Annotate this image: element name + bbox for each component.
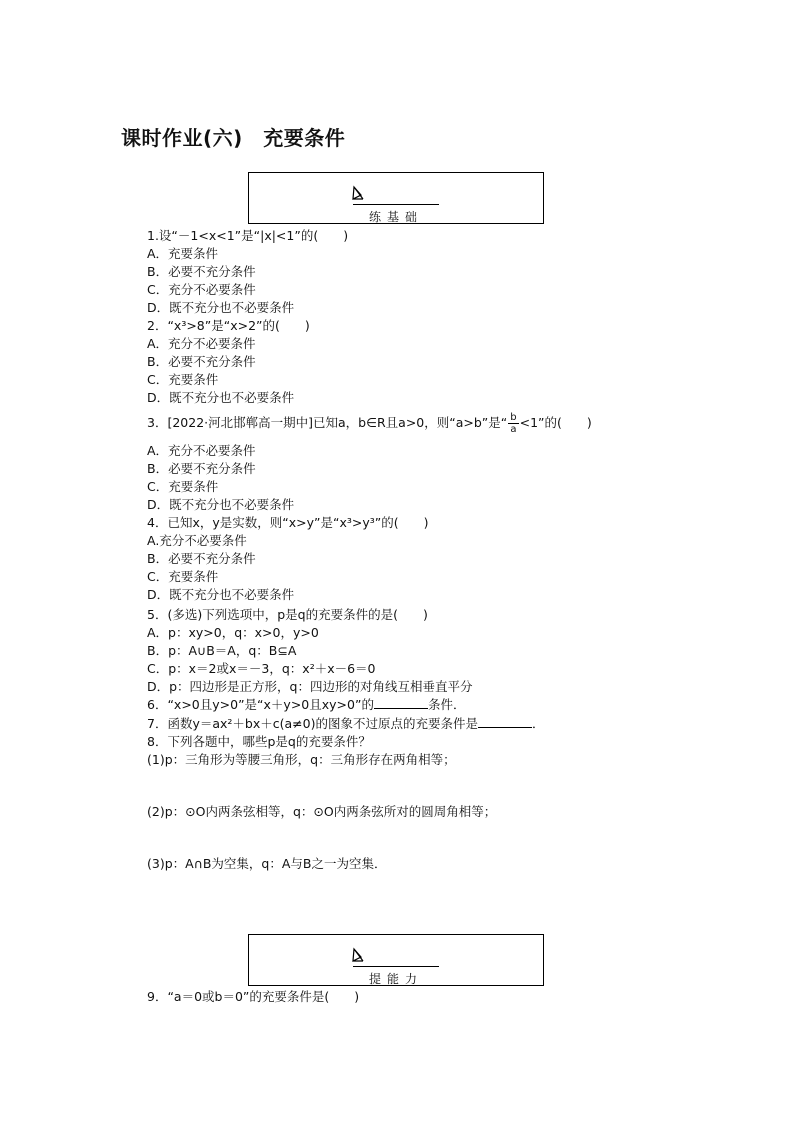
option-line: A．充要条件 [147, 246, 219, 261]
question-8-part-2: (2)p：⊙O内两条弦相等，q：⊙O内两条弦所对的圆周角相等； [147, 804, 497, 819]
section-banner-basic [248, 172, 544, 224]
option-line: C．p：x＝2或x＝－3，q：x²＋x－6＝0 [147, 661, 376, 676]
question-7 [147, 715, 544, 733]
page-title: 课时作业(六) 充要条件 [121, 126, 346, 150]
question-6 [147, 696, 465, 714]
option-line: C．充分不必要条件 [147, 282, 256, 297]
question-1: 1.设“－1<x<1”是“|x|<1”的( ) [147, 228, 349, 243]
banner-label: 练基础 [368, 210, 423, 224]
question-8-part-3: (3)p：A∩B为空集，q：A与B之一为空集． [147, 856, 387, 871]
fraction-numerator: b [510, 412, 517, 423]
pen-icon [351, 185, 365, 201]
option-line: A．p：xy>0，q：x>0，y>0 [147, 625, 319, 640]
option-line: B．p：A∪B＝A，q：B⊆A [147, 643, 297, 658]
question-8: 8．下列各题中，哪些p是q的充要条件？ [147, 734, 371, 749]
question-9: 9．“a＝0或b＝0”的充要条件是( ) [147, 989, 360, 1004]
option-line: B．必要不充分条件 [147, 354, 256, 369]
question-7-tail: ． [531, 716, 545, 731]
fraction-denominator: a [510, 424, 517, 435]
option-line: D．既不充分也不必要条件 [147, 390, 295, 405]
answer-blank[interactable] [374, 696, 428, 709]
question-5: 5．(多选)下列选项中，p是q的充要条件的是( ) [147, 607, 428, 622]
question-3-text-a: 3．[2022·河北邯郸高一期中]已知a，b∈R且a>0，则“a>b”是“ [147, 415, 508, 430]
option-line: A．充分不必要条件 [147, 443, 256, 458]
answer-blank[interactable] [478, 715, 532, 728]
option-line: A.充分不必要条件 [147, 533, 247, 548]
option-line: C．充要条件 [147, 479, 219, 494]
option-line: D．既不充分也不必要条件 [147, 300, 295, 315]
section-banner-advanced [248, 934, 544, 986]
banner-rule [353, 966, 439, 967]
question-6-tail: 条件． [427, 697, 466, 712]
option-line: B．必要不充分条件 [147, 551, 256, 566]
option-line: C．充要条件 [147, 372, 219, 387]
option-line: D．既不充分也不必要条件 [147, 587, 295, 602]
question-3-text-b: <1”的( ) [519, 415, 592, 430]
question-2: 2．“x³>8”是“x>2”的( ) [147, 318, 310, 333]
pen-icon [351, 947, 365, 963]
fraction-b-over-a [508, 412, 518, 435]
banner-label: 提能力 [368, 972, 423, 986]
question-8-part-1: (1)p：三角形为等腰三角形，q：三角形存在两角相等； [147, 752, 456, 767]
question-4: 4．已知x，y是实数，则“x>y”是“x³>y³”的( ) [147, 515, 429, 530]
option-line: A．充分不必要条件 [147, 336, 256, 351]
option-line: B．必要不充分条件 [147, 461, 256, 476]
option-line: D．既不充分也不必要条件 [147, 497, 295, 512]
option-line: D．p：四边形是正方形，q：四边形的对角线互相垂直平分 [147, 679, 473, 694]
question-7-text: 7．函数y＝ax²＋bx＋c(a≠0)的图象不过原点的充要条件是 [147, 716, 478, 731]
option-line: B．必要不充分条件 [147, 264, 256, 279]
option-line: C．充要条件 [147, 569, 219, 584]
question-6-text: 6．“x>0且y>0”是“x＋y>0且xy>0”的 [147, 697, 374, 712]
banner-rule [353, 204, 439, 205]
question-3 [147, 412, 592, 435]
